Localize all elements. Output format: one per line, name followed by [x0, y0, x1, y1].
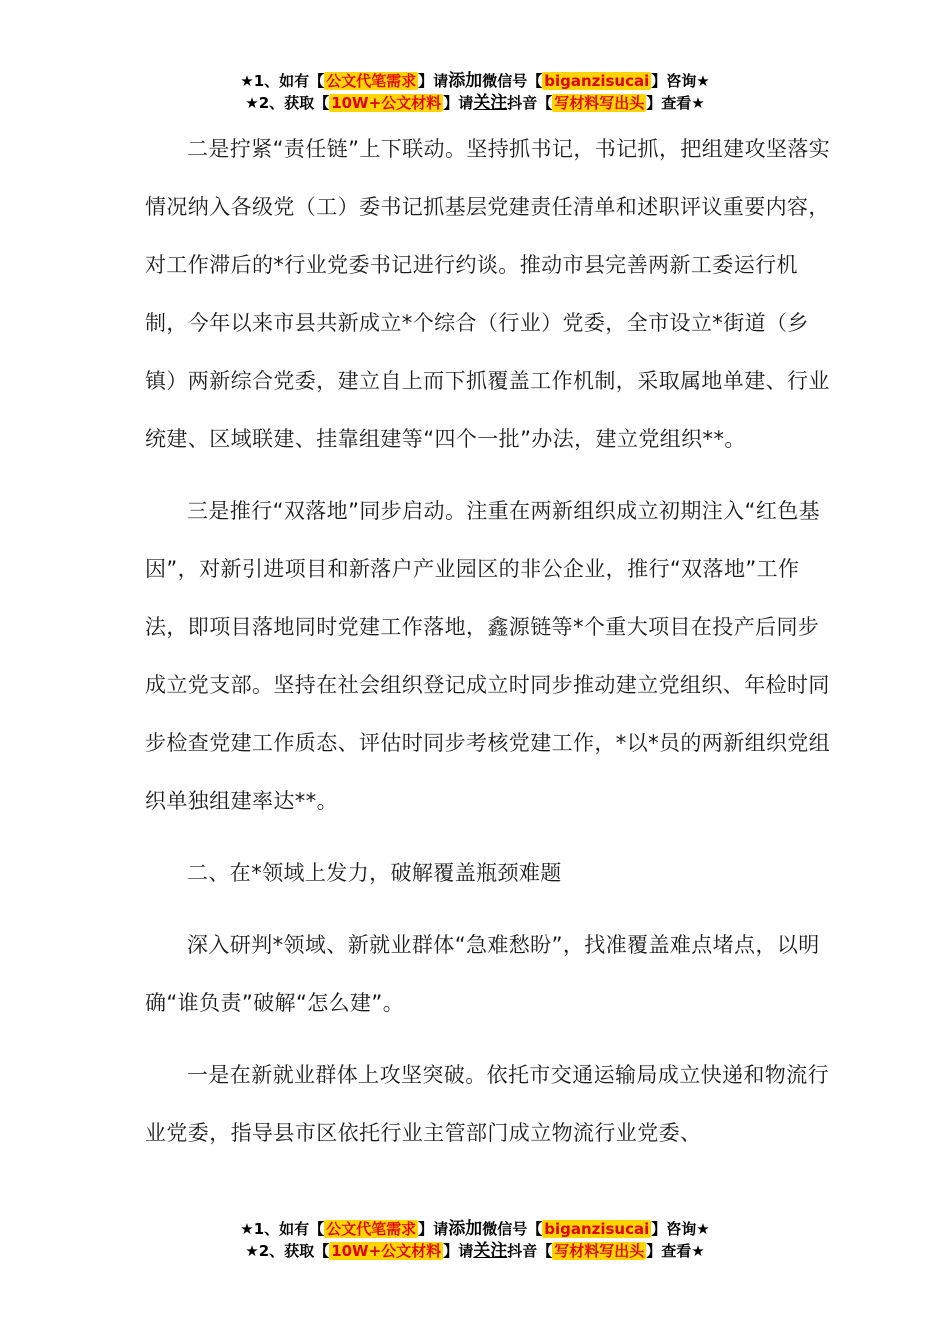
star-icon: ★ [245, 94, 259, 112]
banner-text: 2、获取【 [258, 1242, 330, 1260]
banner-line-2 [0, 1240, 950, 1262]
banner-text: 】查看 [646, 94, 692, 112]
highlight-badge: biganzisucai [544, 1220, 650, 1238]
emphasis-text: 关注 [473, 1241, 508, 1261]
star-icon: ★ [691, 94, 705, 112]
banner-text: 】请 [418, 1220, 449, 1238]
header-banner [0, 70, 950, 114]
banner-text: 】咨询 [651, 1220, 697, 1238]
banner-text: 】查看 [646, 1242, 692, 1260]
banner-text: 2、获取【 [258, 94, 330, 112]
footer-banner [0, 1218, 950, 1262]
paragraph: 二是拧紧“责任链”上下联动。坚持抓书记，书记抓，把组建攻坚落实情况纳入各级党（工）委书记抓基层党建责任清单和述职评议重要内容，对工作滞后的*行业党委书记进行约谈。推动市县完善两新工委运行机制，今年以来市县共新成立*个综合（行业）党委，全市设立*街道（乡镇）两新综合党委，建立自上而下抓覆盖工作机制，采取属地单建、行业统建、区域联建、挂靠组建等“四个一批”办法，建立党组织**。 [145, 137, 831, 451]
highlight-badge: 公文代笔需求 [326, 1220, 417, 1238]
banner-text: 】请 [443, 94, 474, 112]
banner-line-2 [0, 92, 950, 114]
paragraph: 深入研判*领域、新就业群体“急难愁盼”，找准覆盖难点堵点，以明确“谁负责”破解“怎么建”。 [145, 933, 820, 1015]
banner-text: 微信号【 [482, 1220, 543, 1238]
star-icon: ★ [245, 1242, 259, 1260]
highlight-badge: 写材料写出头 [554, 1242, 645, 1260]
emphasis-text: 添加 [448, 1219, 483, 1239]
paragraph: 一是在新就业群体上攻坚突破。依托市交通运输局成立快递和物流行业党委，指导县市区依托行业主管部门成立物流行业党委、 [145, 1063, 829, 1145]
banner-text: 】请 [443, 1242, 474, 1260]
star-icon: ★ [240, 72, 254, 90]
highlight-badge: 10W+公文材料 [331, 1242, 442, 1260]
paragraph: 三是推行“双落地”同步启动。注重在两新组织成立初期注入“红色基因”，对新引进项目和新落户产业园区的非公企业，推行“双落地”工作法，即项目落地同时党建工作落地，鑫源链等*个重大项目在投产后同步成立党支部。坚持在社会组织登记成立时同步推动建立党组织、年检时同步检查党建工作质态、评估时同步考核党建工作，*以*员的两新组织党组织单独组建率达**。 [145, 499, 831, 813]
banner-text: 抖音【 [507, 1242, 553, 1260]
banner-line-1 [0, 70, 950, 92]
star-icon: ★ [240, 1220, 254, 1238]
banner-text: 微信号【 [482, 72, 543, 90]
star-icon: ★ [691, 1242, 705, 1260]
banner-line-1 [0, 1218, 950, 1240]
document-body [145, 120, 835, 1162]
banner-text: 抖音【 [507, 94, 553, 112]
banner-text: 】请 [418, 72, 449, 90]
highlight-badge: 公文代笔需求 [326, 72, 417, 90]
star-icon: ★ [696, 72, 710, 90]
emphasis-text: 添加 [448, 71, 483, 91]
section-heading: 二、在*领域上发力，破解覆盖瓶颈难题 [187, 861, 562, 885]
highlight-badge: 10W+公文材料 [331, 94, 442, 112]
banner-text: 1、如有【 [253, 72, 325, 90]
highlight-badge: biganzisucai [544, 72, 650, 90]
banner-text: 】咨询 [651, 72, 697, 90]
highlight-badge: 写材料写出头 [554, 94, 645, 112]
emphasis-text: 关注 [473, 93, 508, 113]
banner-text: 1、如有【 [253, 1220, 325, 1238]
star-icon: ★ [696, 1220, 710, 1238]
